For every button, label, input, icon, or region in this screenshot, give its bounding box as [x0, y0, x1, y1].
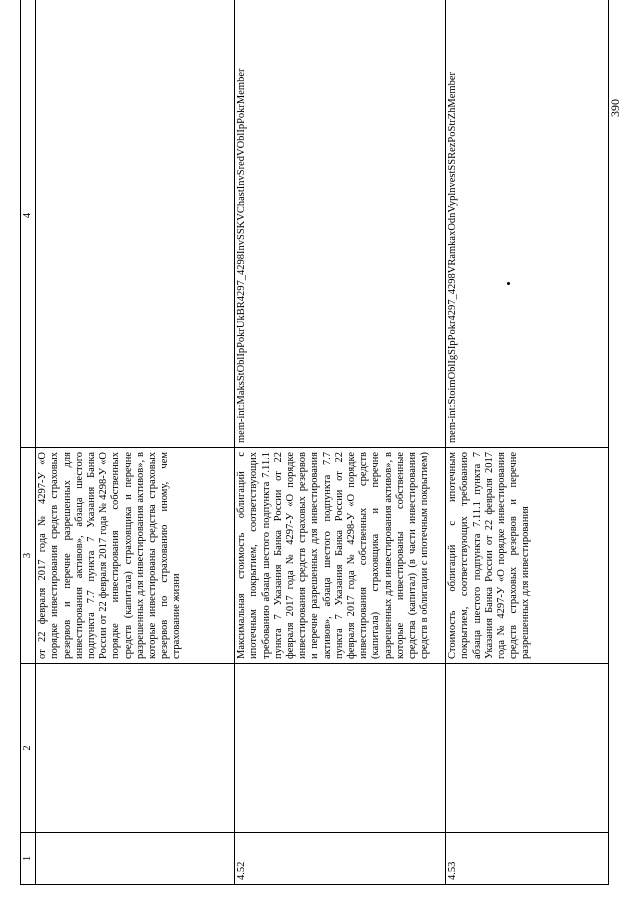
table-header-row — [21, 0, 36, 885]
row-text: Стоимость облигаций с ипотечным покрытием, соответствующих требованию абзаца шестого подпункта 7.11.1 пункта 7 Указания Банка России от 22 февраля 2017 года № 4297-У «О порядке инвестирования средств страховых резервов и перечне разрешенных для инвестирования — [446, 448, 609, 664]
header-cell-2: 2 — [21, 664, 36, 833]
table-row — [446, 0, 609, 885]
row-name — [446, 664, 609, 833]
page-number: 390 — [608, 99, 622, 117]
row-number: 4.52 — [235, 833, 446, 885]
row-number — [36, 833, 235, 885]
row-name — [36, 664, 235, 833]
row-code: mem-int:MaksStOblIpPokrUkBR4297_4298InvSSKVChastInvSredVOblIpPokrMember — [235, 0, 446, 448]
row-text: от 22 февраля 2017 года № 4297-У «О порядке инвестирования средств страховых резервов и перечне разрешенных для инвестирования активов», абзаца шестого подпункта 7.7 пункта 7 Указания Банка России от 22 февраля 2017 года № 4298-У «О порядке инвестирования собственных средств (капитала) страховщика и перечне разрешенных для инвестирования активов», в которые инвестированы средства страховых резервов по страхованию иному, чем страхование жизни — [36, 448, 235, 664]
row-code — [36, 0, 235, 448]
rotated-page — [20, 20, 620, 885]
row-name — [235, 664, 446, 833]
document-table — [20, 0, 609, 885]
row-number: 4.53 — [446, 833, 609, 885]
row-code: mem-int:StoimOblIgSIpPokr4297_4298VRamkaxOdnVyplnvestSSRezPoStrZhMember — [446, 0, 609, 448]
header-cell-3: 3 — [21, 448, 36, 664]
table-row — [235, 0, 446, 885]
table-row — [36, 0, 235, 885]
row-text: Максимальная стоимость облигаций с ипотечным покрытием, соответствующих требованию абзаца шестого подпункта 7.11.1 пункта 7 Указания Банка России от 22 февраля 2017 года № 4297-У «О порядке инвестирования средств страховых резервов и перечне разрешенных для инвестирования активов», абзаца шестого подпункта 7.7 пункта 7 Указания Банка России от 22 февраля 2017 года № 4298-У «О порядке инвестирования собственных средств (капитала) страховщика и перечне разрешенных для инвестирования активов», в которые инвестированы собственные средства (капитал) (в части инвестирования средств в облигации с ипотечным покрытием) — [235, 448, 446, 664]
header-cell-1: 1 — [21, 833, 36, 885]
header-cell-4: 4 — [21, 0, 36, 448]
scan-dot — [507, 282, 510, 285]
